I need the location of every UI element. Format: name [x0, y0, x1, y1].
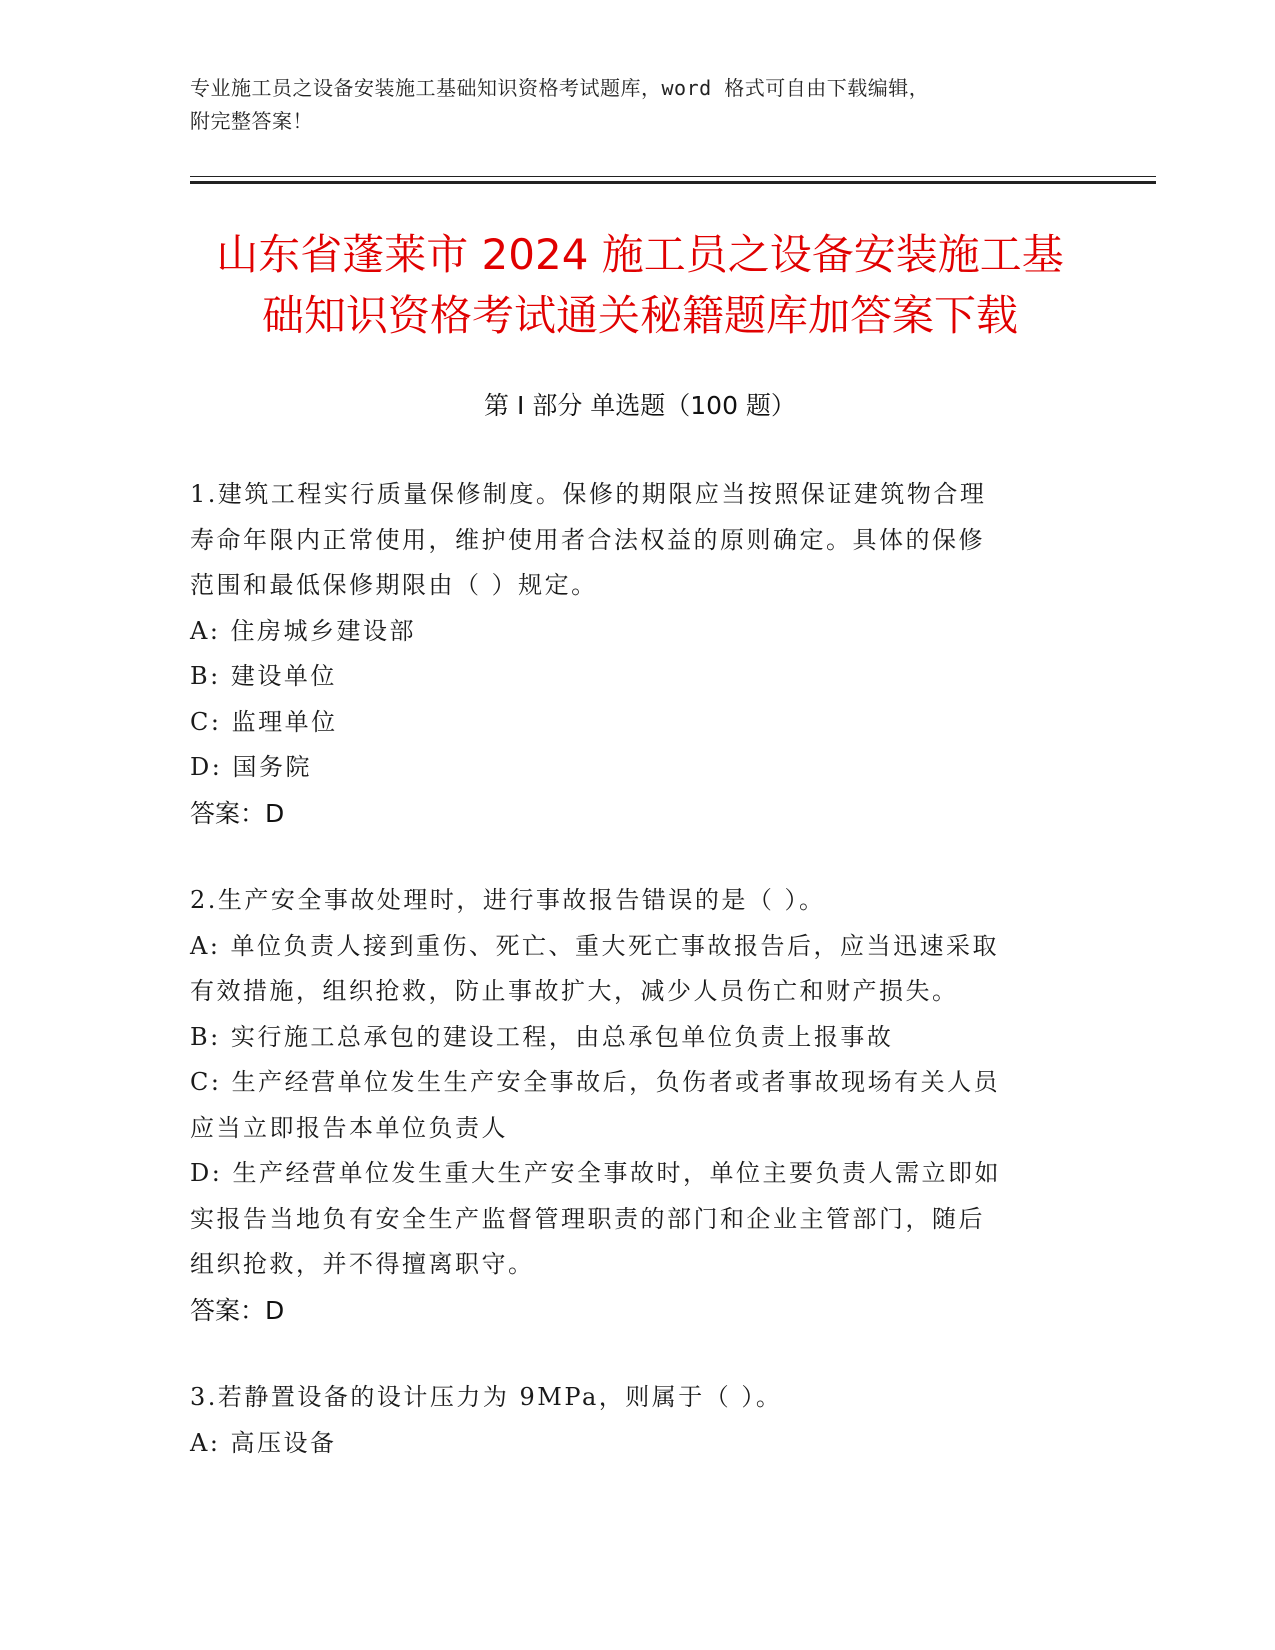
section-heading: 第 I 部分 单选题（100 题）	[484, 391, 796, 420]
document-title	[180, 224, 1100, 346]
question-block	[190, 878, 1090, 1333]
question-text-line: 范围和最低保修期限由（ ）规定。	[190, 571, 598, 599]
question-text-line: 2.生产安全事故处理时，进行事故报告错误的是（ ）。	[190, 886, 826, 914]
answer-line: 答案：D	[190, 798, 285, 828]
question-list	[190, 472, 1090, 1508]
option-line: A: 单位负责人接到重伤、死亡、重大死亡事故报告后，应当迅速采取	[190, 931, 1000, 960]
option-line: B: 实行施工总承包的建设工程，由总承包单位负责上报事故	[190, 1022, 894, 1051]
option-line: A: 高压设备	[190, 1428, 337, 1457]
option-line: D: 生产经营单位发生重大生产安全事故时，单位主要负责人需立即如	[190, 1159, 1001, 1187]
option-line: B: 建设单位	[190, 662, 337, 690]
header-note-line: 专业施工员之设备安装施工基础知识资格考试题库，word 格式可自由下载编辑，	[190, 76, 930, 100]
option-line: A: 住房城乡建设部	[190, 616, 417, 645]
option-line: D: 国务院	[190, 753, 312, 781]
option-line: 组织抢救，并不得擅离职守。	[190, 1250, 535, 1278]
question-block	[190, 1375, 1090, 1466]
header-divider-thick	[190, 181, 1156, 184]
question-text-line: 3.若静置设备的设计压力为 9MPa，则属于（ ）。	[190, 1383, 783, 1411]
question-text-line: 1.建筑工程实行质量保修制度。保修的期限应当按照保证建筑物合理	[190, 480, 987, 508]
header-note	[190, 72, 1070, 138]
option-line: C: 监理单位	[190, 707, 338, 736]
option-line: 实报告当地负有安全生产监督管理职责的部门和企业主管部门，随后	[190, 1204, 985, 1233]
option-line: 应当立即报告本单位负责人	[190, 1113, 508, 1142]
header-note-line: 附完整答案！	[190, 109, 313, 133]
document-title-line: 山东省蓬莱市 2024 施工员之设备安装施工基	[216, 230, 1064, 279]
header-divider-thin	[190, 176, 1156, 177]
option-line: 有效措施，组织抢救，防止事故扩大，减少人员伤亡和财产损失。	[190, 977, 959, 1005]
answer-line: 答案：D	[190, 1295, 285, 1325]
question-block	[190, 472, 1090, 836]
question-text-line: 寿命年限内正常使用，维护使用者合法权益的原则确定。具体的保修	[190, 525, 985, 554]
document-title-line: 础知识资格考试通关秘籍题库加答案下载	[261, 291, 1018, 340]
option-line: C: 生产经营单位发生生产安全事故后，负伤者或者事故现场有关人员	[190, 1068, 1001, 1096]
